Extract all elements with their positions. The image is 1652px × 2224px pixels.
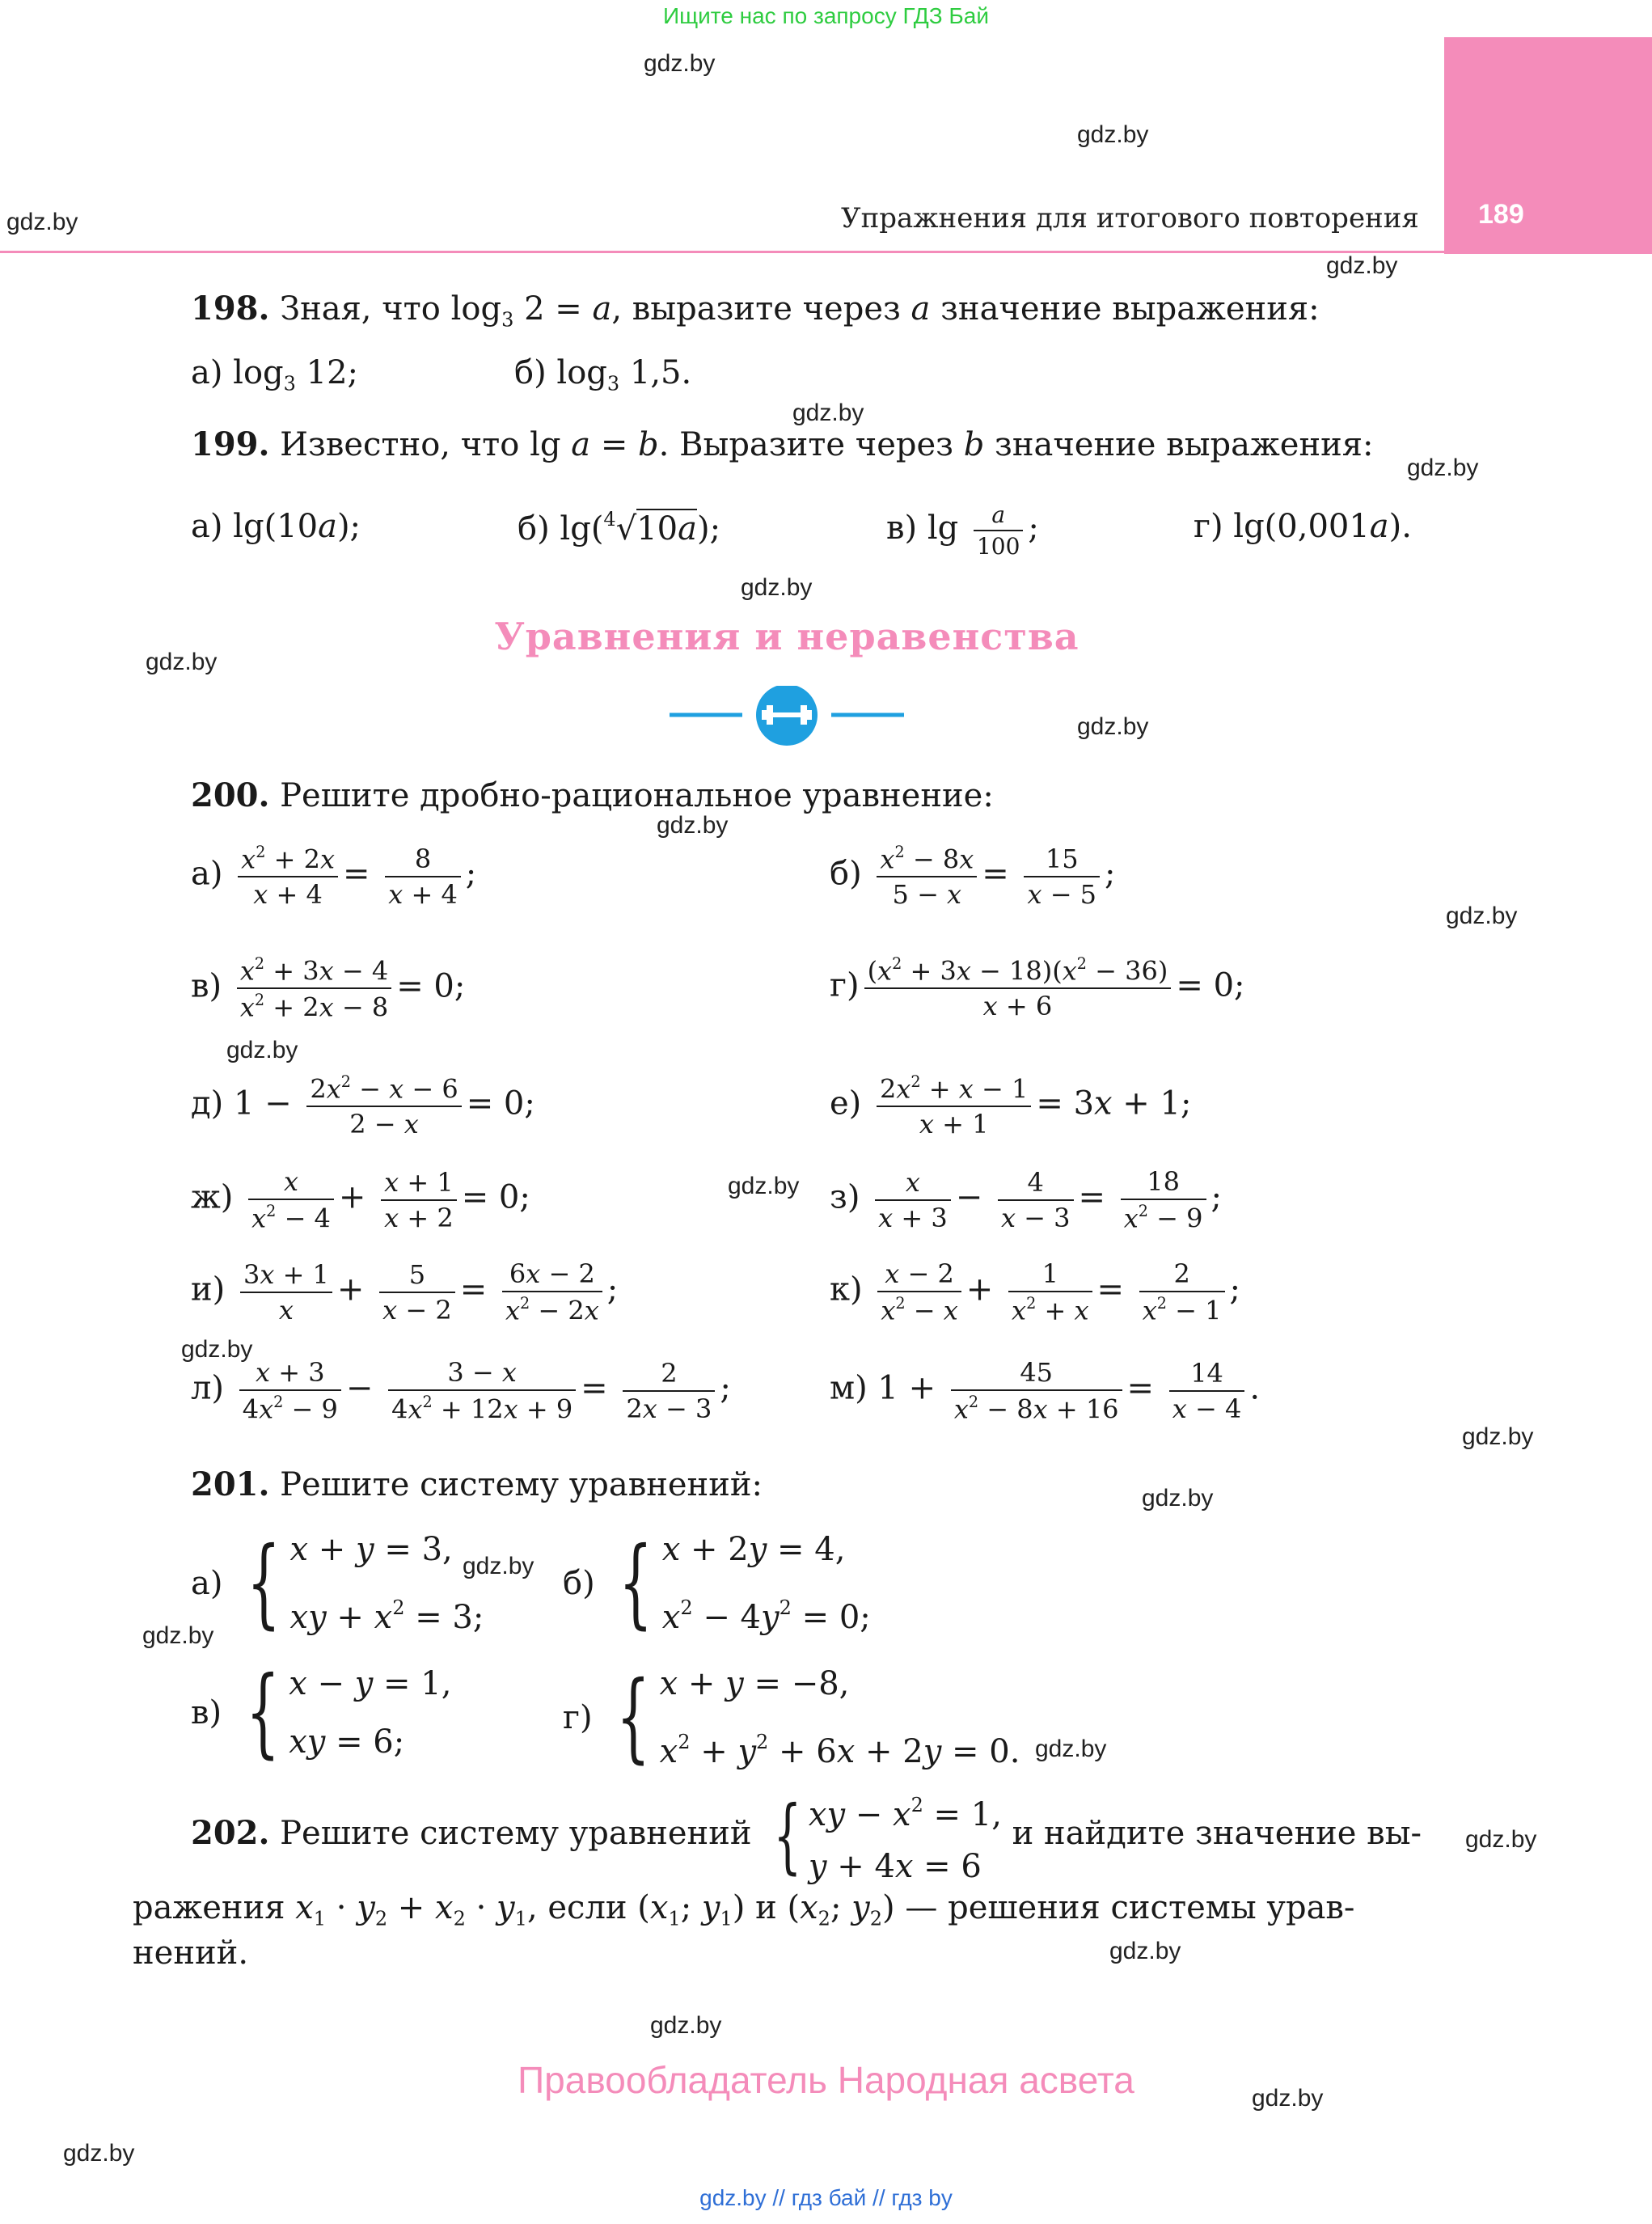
exercise-200-item-g: г) $\frac{(x^2 + 3x - 18)(x^2 - 36)}{x + 6}$ = 0;	[830, 954, 1245, 1022]
exercise-202-statement	[191, 1779, 1422, 1892]
text: и найдите значение вы-	[1012, 1814, 1422, 1852]
item-label: а)	[191, 354, 223, 391]
text: — решения системы урав-	[905, 1889, 1355, 1926]
exercise-202-line-3: нений.	[133, 1934, 249, 1972]
watermark: gdz.by	[226, 1037, 298, 1063]
exercise-198-item-b	[514, 354, 691, 395]
exercise-199-item-a	[191, 508, 361, 545]
text: значение выражения:	[940, 290, 1320, 328]
watermark: gdz.by	[1109, 1938, 1181, 1964]
watermark: gdz.by	[463, 1553, 534, 1579]
watermark: gdz.by	[1077, 713, 1149, 740]
exercise-200-item-zh: ж) $\frac{x}{x^2 - 4}$ + $\frac{x + 1}{x + 2}$ = 0;	[191, 1166, 530, 1234]
math-var: a	[991, 501, 1006, 528]
math: ).	[1388, 508, 1412, 545]
math-var: b	[638, 426, 659, 463]
exercise-201-statement	[191, 1465, 763, 1503]
math-var: b	[963, 426, 985, 463]
math: 100	[976, 533, 1020, 560]
watermark: gdz.by	[181, 1336, 253, 1363]
exercise-200-item-l: л) $\frac{x + 3}{4x^2 - 9}$ − $\frac{3 - x}{4x^2 + 12x + 9}$ = $\frac{2}{2x - 3}$ ;	[191, 1357, 731, 1425]
watermark: gdz.by	[792, 400, 864, 426]
exercise-number: 199.	[191, 425, 270, 463]
exercise-201-item-g: г) { x + y = −8, $x^2 + y^2 + 6x + 2y = 0$.	[563, 1660, 1020, 1774]
watermark: gdz.by	[146, 649, 218, 675]
watermark: gdz.by	[650, 2012, 722, 2039]
watermark: gdz.by	[1407, 455, 1479, 481]
text: Известно, что	[280, 426, 520, 463]
page-number-tab	[1444, 37, 1652, 254]
exercise-200-item-z: з) $\frac{x}{x + 3}$ − $\frac{4}{x - 3}$ = $\frac{18}{x^2 - 9}$ ;	[830, 1166, 1222, 1234]
watermark: gdz.by	[644, 50, 716, 77]
math-var: a	[318, 508, 337, 545]
watermark: gdz.by	[657, 812, 729, 839]
math: =	[600, 426, 628, 463]
math: 3	[501, 308, 514, 332]
watermark: gdz.by	[728, 1173, 800, 1199]
math-var: a	[678, 509, 697, 548]
exercise-200-item-e: е) $\frac{2x^2 + x - 1}{x + 1}$ = 3x + 1;	[830, 1072, 1192, 1140]
text: , выразите через	[611, 290, 901, 328]
math-var: a	[1369, 508, 1389, 545]
watermark: gdz.by	[1465, 1826, 1537, 1853]
text: . Выразите через	[658, 426, 953, 463]
item-label: б)	[514, 354, 547, 391]
text: , если	[526, 1889, 627, 1926]
math: 12;	[306, 354, 359, 391]
text: ражения	[133, 1889, 285, 1926]
exercise-201-item-b: б) { x + 2y = 4, $x^2 - 4y^2 = 0$;	[563, 1526, 871, 1639]
exercise-200-item-v: в) $\frac{x^2 + 3x - 4}{x^2 + 2x - 8}$ = 0;	[191, 954, 466, 1023]
exercise-200-item-d: д) 1 − $\frac{2x^2 - x - 6}{2 - x}$ = 0;	[191, 1072, 535, 1140]
header-rule	[0, 251, 1444, 253]
math: 3	[606, 372, 620, 395]
watermark: gdz.by	[142, 1622, 214, 1649]
top-banner[interactable]: Ищите нас по запросу ГДЗ Бай	[662, 3, 990, 28]
root-index: 4	[603, 508, 616, 531]
math: а) lg(10	[191, 508, 319, 545]
section-title: Уравнения и неравенства	[494, 615, 1080, 658]
exercise-200-item-i: и) $\frac{3x + 1}{x}$ + $\frac{5}{x - 2}$ = $\frac{6x - 2}{x^2 - 2x}$ ;	[191, 1258, 619, 1326]
text: Решите систему уравнений	[280, 1814, 752, 1852]
page-number: 189	[1478, 199, 1524, 230]
math: г) lg(0,001	[1194, 508, 1370, 545]
math: б) lg	[518, 509, 591, 548]
exercise-202-line-2: ражения $x_1 \cdot y_2 + x_2 \cdot y_1$, если ($x_1$; $y_1$) и ($x_2$; $y_2$) — решения системы урав-	[133, 1889, 1355, 1930]
text: Решите систему уравнений:	[280, 1466, 763, 1503]
math: 3	[283, 372, 296, 395]
copyright-holder: Правообладатель Народная асвета	[518, 2059, 1134, 2101]
watermark: gdz.by	[1142, 1485, 1214, 1512]
math: 2 =	[524, 290, 582, 328]
exercise-199-item-g	[1194, 508, 1412, 545]
watermark: gdz.by	[1446, 903, 1518, 929]
watermark: gdz.by	[1462, 1423, 1534, 1450]
math: в) lg	[886, 509, 959, 547]
math: log	[556, 354, 607, 391]
running-head: Упражнения для итогового повторения	[841, 202, 1419, 235]
watermark: gdz.by	[6, 209, 78, 235]
watermark: gdz.by	[63, 2140, 135, 2167]
math-var: a	[571, 426, 591, 463]
watermark: gdz.by	[741, 574, 813, 601]
exercise-199-item-v	[886, 501, 1039, 560]
exercise-200-item-b: б) $\frac{x^2 - 8x}{5 - x}$ = $\frac{15}{x - 5}$ ;	[830, 843, 1116, 911]
watermark: gdz.by	[1035, 1736, 1107, 1762]
math-var: a	[592, 290, 612, 328]
text: значение выражения:	[995, 426, 1374, 463]
exercise-200-item-m: м) 1 + $\frac{45}{x^2 - 8x + 16}$ = $\frac{14}{x - 4}$ .	[830, 1357, 1261, 1425]
fraction	[974, 501, 1023, 560]
math: ;	[1028, 509, 1039, 547]
exercise-number: 201.	[191, 1465, 270, 1503]
exercise-200-item-a: а) $\frac{x^2 + 2x}{x + 4}$ = $\frac{8}{x + 4}$ ;	[191, 843, 477, 911]
footer-links[interactable]: gdz.by // гдз бай // гдз by	[699, 2185, 953, 2210]
math-var: a	[911, 290, 931, 328]
exercise-200-item-k: к) $\frac{x - 2}{x^2 - x}$ + $\frac{1}{x^2 + x}$ = $\frac{2}{x^2 - 1}$ ;	[830, 1258, 1240, 1326]
equation-system: { xy − $x^2 = 1$, y + 4x = 6	[773, 1787, 1002, 1885]
radicand	[636, 509, 697, 548]
exercise-199-statement	[191, 425, 1374, 463]
watermark: gdz.by	[1326, 252, 1398, 279]
exercise-198-statement	[191, 290, 1320, 331]
exercise-number: 198.	[191, 290, 270, 328]
watermark: gdz.by	[1077, 121, 1149, 148]
exercise-200-statement	[191, 776, 994, 814]
math: log	[450, 290, 502, 328]
exercise-198-item-a	[191, 354, 358, 395]
watermark: gdz.by	[1252, 2085, 1324, 2112]
exercise-201-item-v: в) { x − y = 1, xy = 6;	[191, 1656, 452, 1769]
math: 10	[636, 509, 678, 548]
exercise-number: 202.	[191, 1813, 270, 1852]
exercise-201-item-a: а) { x + y = 3, xy + $x^2 = 3$;	[191, 1526, 484, 1639]
math: lg	[530, 426, 561, 463]
text: Зная, что	[280, 290, 441, 328]
dumbbell-icon	[670, 686, 904, 750]
math: ;	[709, 509, 721, 548]
math: 1,5.	[629, 354, 692, 391]
math: log	[233, 354, 284, 391]
exercise-199-item-b: б) lg($^4$√10a);	[518, 508, 721, 548]
text: и	[755, 1889, 777, 1926]
math: );	[336, 508, 361, 545]
text: Решите дробно-рациональное уравнение:	[280, 777, 994, 814]
exercise-number: 200.	[191, 776, 270, 814]
